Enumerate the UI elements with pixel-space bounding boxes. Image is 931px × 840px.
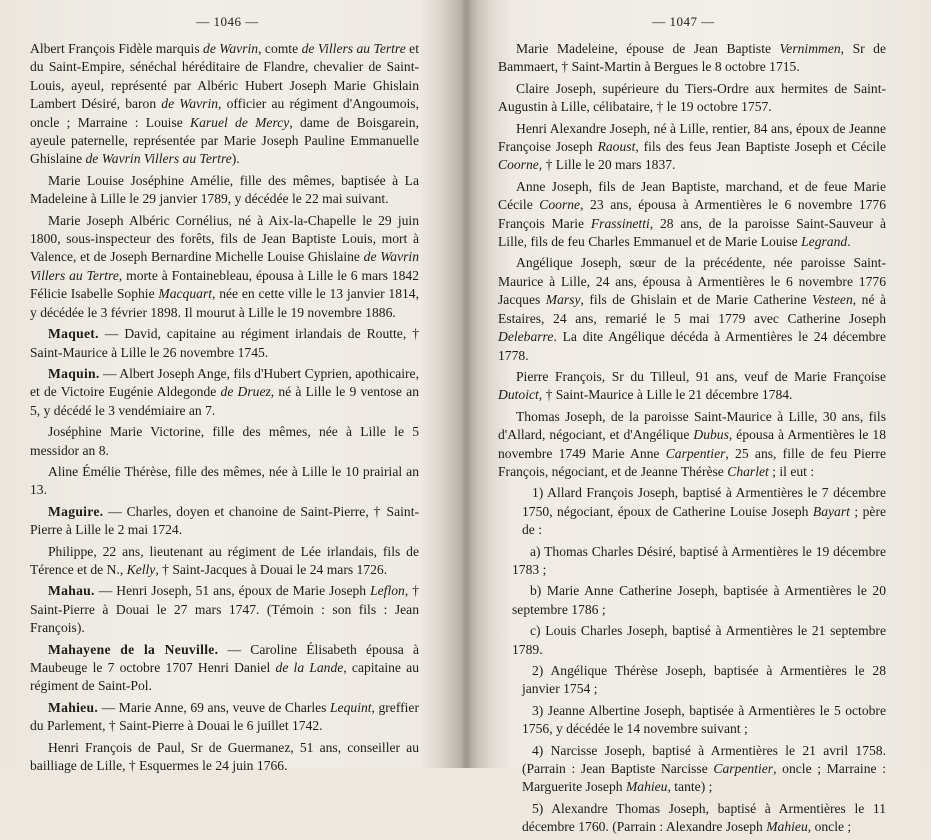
entry-name: Mahieu. <box>48 699 99 715</box>
left-paragraph: Marie Joseph Albéric Cornélius, né à Aix-la-Chapelle le 29 juin 1800, sous-inspecteur des forêts, fils de Jean Baptiste Louis, mort à Valence, et de Joseph Bernardine Michelle Louise Ghislaine de Wavrin Villers au Tertre, morte à Fontainebleau, épousa à Lille le 6 mars 1842 Félicie Isabelle Sophie Macquart, née en cette ville le 13 janvier 1814, y décédée le 3 février 1898. Il mourut à Lille le 19 novembre 1886. <box>30 212 420 320</box>
grandchild-item: b) Marie Anne Catherine Joseph, baptisée à Armentières le 20 septembre 1786 ; <box>512 583 886 617</box>
left-paragraph: Albert François Fidèle marquis de Wavrin, comte de Villers au Tertre et du Saint-Empire, sénéchal héréditaire de Flandre, chevalier de Saint-Louis, ayeul, représenté par Albéric Hubert Joseph Marie Ghislain Lambert Désiré, baron de Wavrin, officier au régiment d'Angoumois, oncle ; Marraine : Louise Karuel de Mercy, dame de Boisgarein, ayeule paternelle, représentée par Marie Joseph Pauline Emmanuelle Ghislaine de Wavrin Villers au Tertre). <box>30 41 419 167</box>
entry-mahieu: Mahieu. — Marie Anne, 69 ans, veuve de Charles Lequint, greffier du Parlement, † Saint-Pierre à Douai le 6 juillet 1742. <box>30 699 419 734</box>
entry-maquin: Maquin. — Albert Joseph Ange, fils d'Hubert Cyprien, apothicaire, et de Victoire Eugénie Aldegonde de Druez, né à Lille le 9 ventose an 5, y décédé le 3 vendémiaire an 7. <box>30 365 419 418</box>
grandchild-item: a) Thomas Charles Désiré, baptisé à Armentières le 19 décembre 1783 ; <box>512 543 886 577</box>
entry-name: Mahayene de la Neuville. <box>48 641 219 657</box>
right-paragraph: Claire Joseph, supérieure du Tiers-Ordre aux hermites de Saint-Augustin à Lille, célibataire, † le 19 octobre 1757. <box>498 80 886 115</box>
left-page-text <box>30 40 419 778</box>
entry-maguire: Maguire. — Charles, doyen et chanoine de Saint-Pierre, † Saint-Pierre à Lille le 2 mai 1724. <box>30 503 419 538</box>
child-item: 5) Alexandre Thomas Joseph, baptisé à Armentières le 11 décembre 1760. (Parrain : Alexandre Joseph Mahieu, oncle ; <box>522 800 886 835</box>
right-paragraph: Henri Alexandre Joseph, né à Lille, rentier, 84 ans, époux de Jeanne Françoise Joseph Raoust, fils des feus Jean Baptiste Joseph et Cécile Coorne, † Lille le 20 mars 1837. <box>498 120 886 173</box>
right-paragraph: Anne Joseph, fils de Jean Baptiste, marchand, et de feue Marie Cécile Coorne, 23 ans, épousa à Armentières le 6 novembre 1776 François Marie Frassinetti, 28 ans, de la paroisse Saint-Sauveur à Lille, fils de feu Charles Emmanuel et de Marie Louise Legrand. <box>498 178 887 250</box>
left-paragraph: Joséphine Marie Victorine, fille des mêmes, née à Lille le 5 messidor an 8. <box>30 424 419 458</box>
left-paragraph: Philippe, 22 ans, lieutenant au régiment de Lée irlandais, fils de Térence et de N., Kelly, † Saint-Jacques à Douai le 24 mars 1726. <box>30 543 419 577</box>
left-paragraph: Henri François de Paul, Sr de Guermanez, 51 ans, conseiller au bailliage de Lille, † Esquermes le 24 juin 1766. <box>30 739 419 774</box>
child-item: 4) Narcisse Joseph, baptisé à Armentières le 21 avril 1758. (Parrain : Jean Baptiste Narcisse Carpentier, oncle ; Marraine : Marguerite Joseph Mahieu, tante) ; <box>522 742 886 795</box>
right-paragraph: Thomas Joseph, de la paroisse Saint-Maurice à Lille, 30 ans, fils d'Allard, négociant, et d'Angélique Dubus, épousa à Armentières le 18 novembre 1749 Marie Anne Carpentier, 25 ans, fille de feu Pierre François, négociant, et de Jeanne Thérèse Charlet ; il eut : <box>498 408 886 479</box>
right-paragraph: Angélique Joseph, sœur de la précédente, née paroisse Saint-Maurice à Lille, 24 ans, épousa à Armentières le 6 novembre 1776 Jacques Marsy, fils de Ghislain et de Marie Catherine Vesteen, né à Estaires, 24 ans, remarié le 5 mai 1779 avec Catherine Joseph Delebarre. La dite Angélique décéda à Armentières le 24 décembre 1778. <box>498 255 886 363</box>
entry-mahau: Mahau. — Henri Joseph, 51 ans, époux de Marie Joseph Leflon, † Saint-Pierre à Douai le 27 mars 1747. (Témoin : son fils : Jean François). <box>30 583 419 636</box>
left-paragraph: Marie Louise Joséphine Amélie, fille des mêmes, baptisée à La Madeleine à Lille le 29 janvier 1789, y décédée le 22 mai suivant. <box>30 172 419 207</box>
right-paragraph: Pierre François, Sr du Tilleul, 91 ans, veuf de Marie Françoise Dutoict, † Saint-Maurice à Lille le 21 décembre 1784. <box>498 368 886 403</box>
child-item: 3) Jeanne Albertine Joseph, baptisée à Armentières le 5 octobre 1756, y décédée le 14 novembre suivant ; <box>522 702 886 737</box>
page-number-right: — 1047 — <box>652 14 715 29</box>
grandchild-item: c) Louis Charles Joseph, baptisé à Armentières le 21 septembre 1789. <box>512 623 886 657</box>
right-paragraph: Marie Madeleine, épouse de Jean Baptiste Vernimmen, Sr de Bammaert, † Saint-Martin à Bergues le 8 octobre 1715. <box>498 41 886 75</box>
entry-maquet: Maquet. — David, capitaine au régiment irlandais de Routte, † Saint-Maurice à Lille le 26 novembre 1745. <box>30 326 419 360</box>
left-paragraph: Aline Émélie Thérèse, fille des mêmes, née à Lille le 10 prairial an 13. <box>30 463 419 498</box>
child-item: 1) Allard François Joseph, baptisé à Armentières le 7 décembre 1750, négociant, époux de Catherine Louise Joseph Bayart ; père de : <box>522 485 887 538</box>
entry-mahayene: Mahayene de la Neuville. — Caroline Élisabeth épousa à Maubeuge le 7 octobre 1707 Henri Daniel de la Lande, capitaine au régiment de Saint-Pol. <box>30 641 419 694</box>
child-item: 2) Angélique Thérèse Joseph, baptisée à Armentières le 28 janvier 1754 ; <box>522 663 886 697</box>
right-page-text <box>498 40 886 840</box>
entry-name: Maquin. <box>48 365 100 381</box>
page-number-left: — 1046 — <box>196 14 259 29</box>
entry-name: Maguire. <box>48 503 104 519</box>
entry-name: Mahau. <box>48 583 95 599</box>
entry-name: Maquet. <box>48 326 99 342</box>
